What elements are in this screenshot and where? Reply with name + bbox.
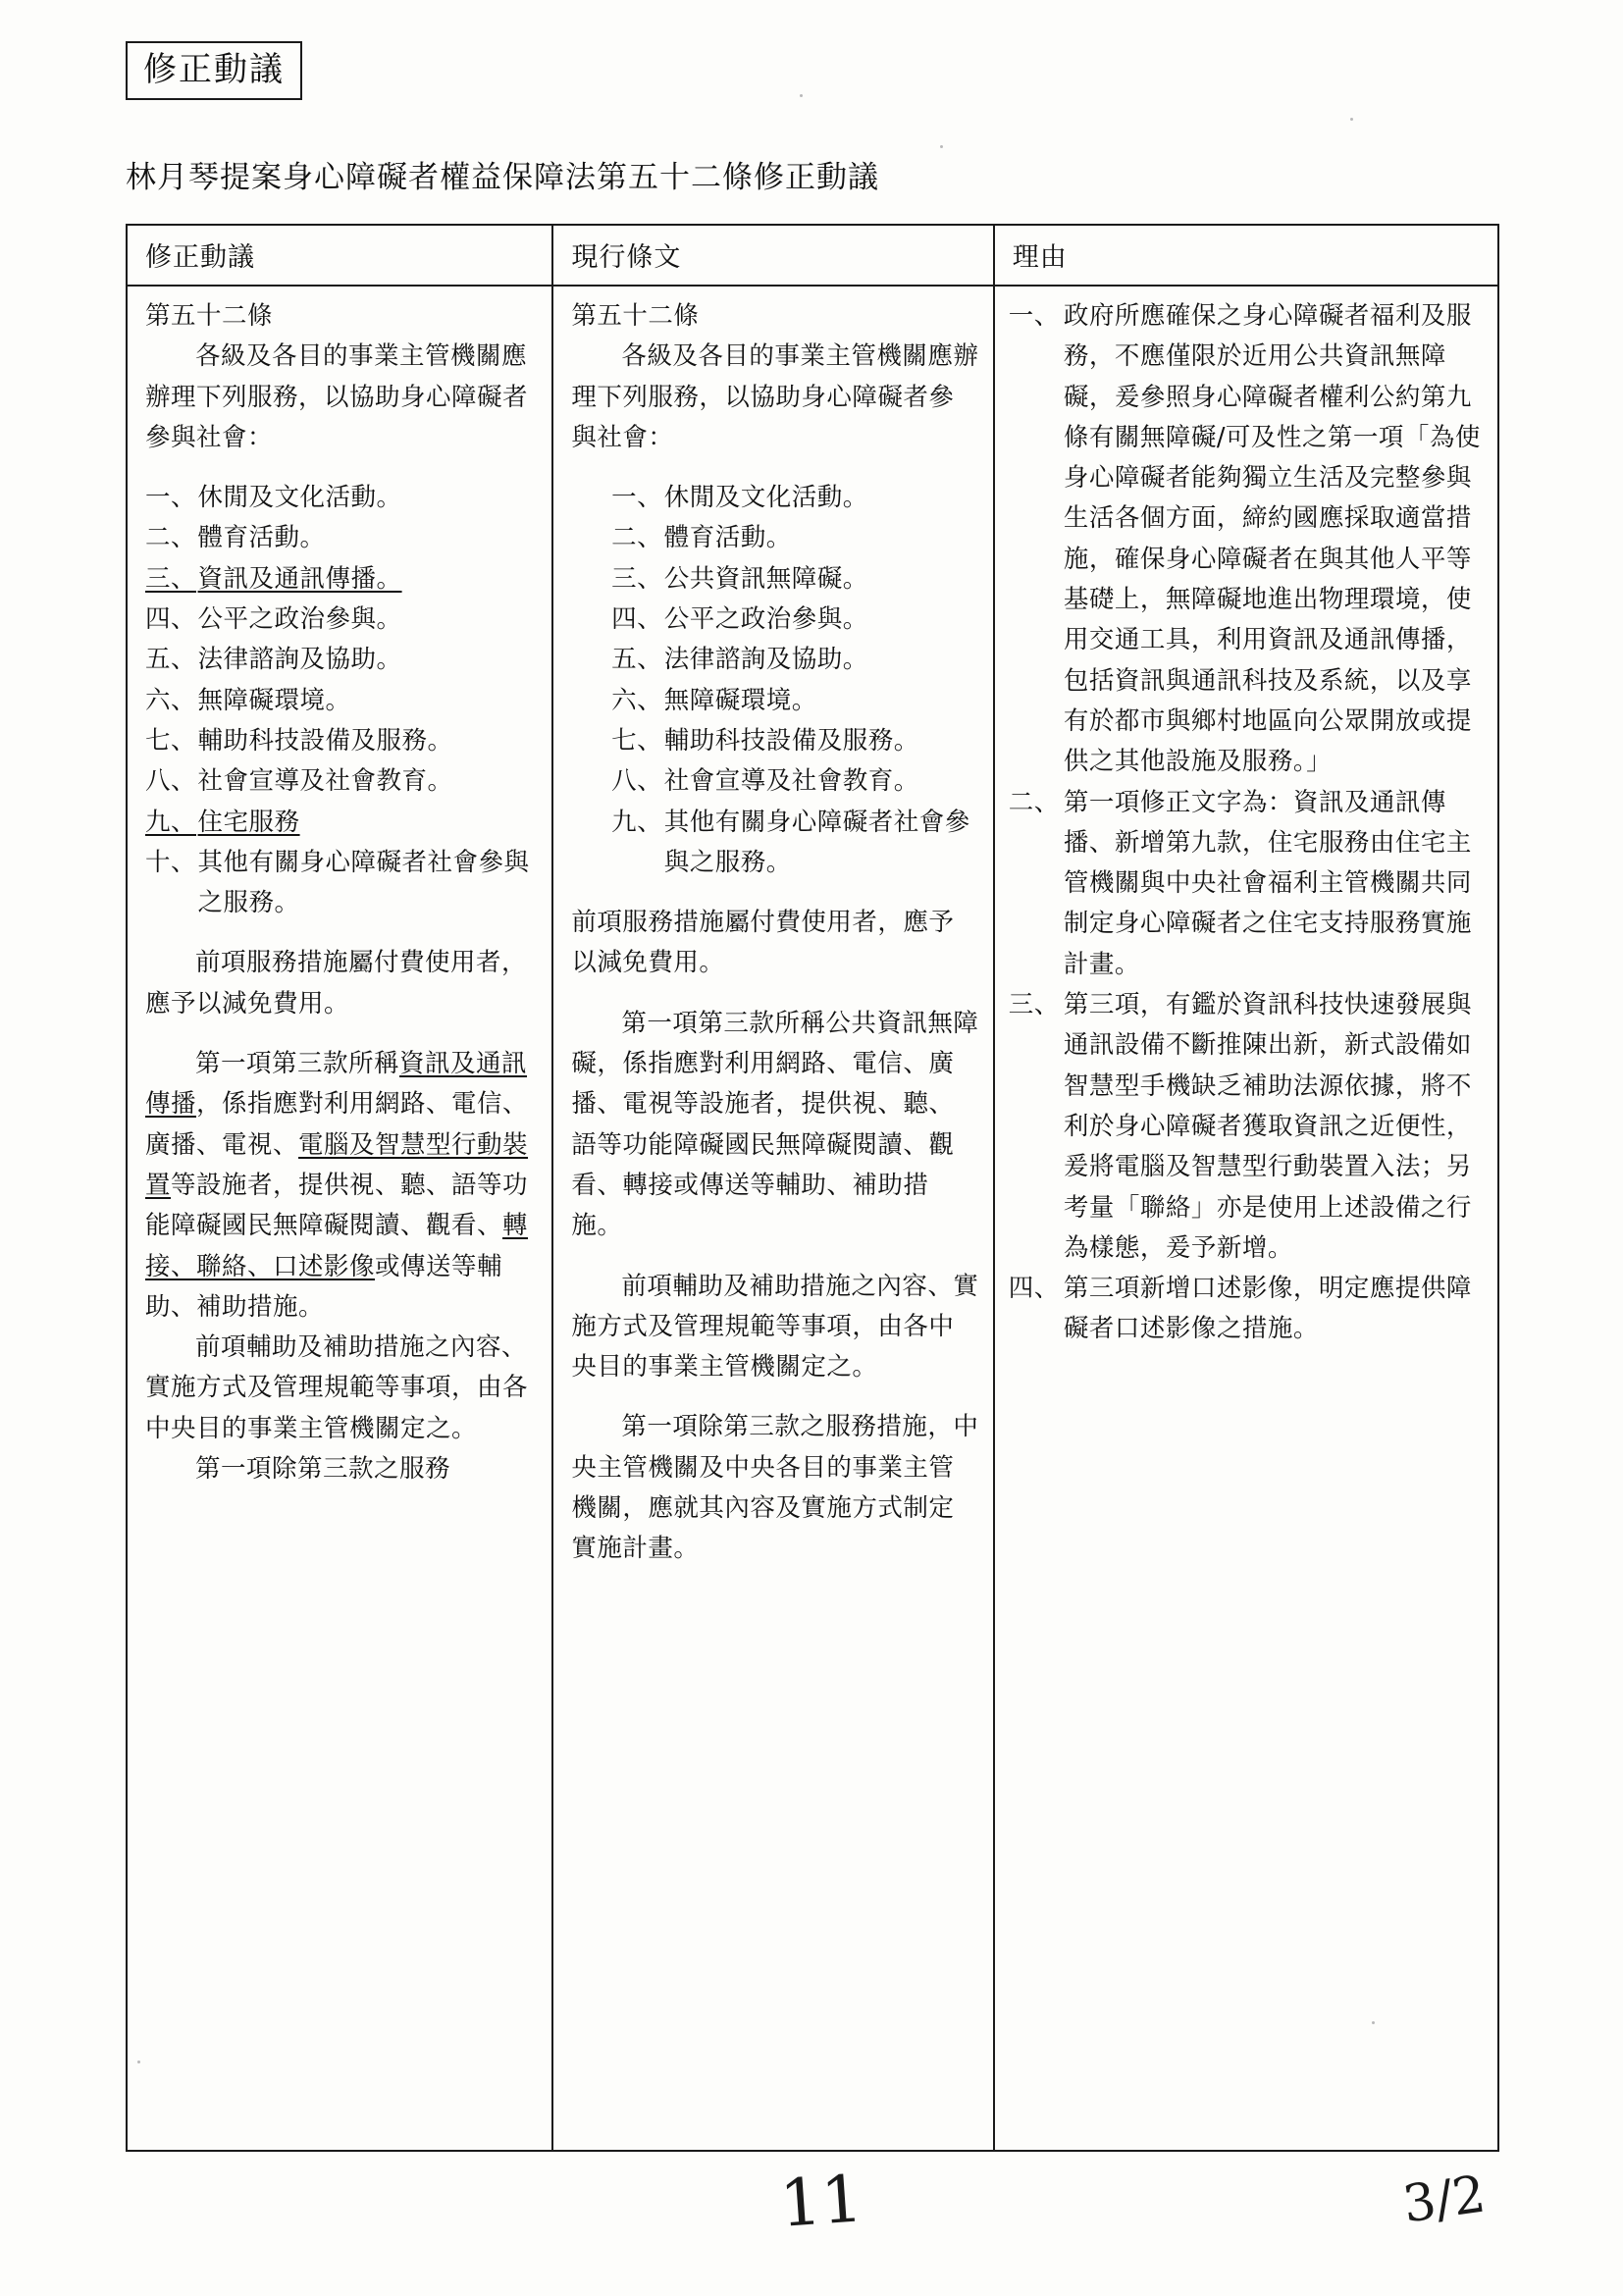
list-item-label: 法律諮詢及協助。 [197, 645, 402, 675]
current-para-4: 前項輔助及補助措施之內容、實施方式及管理規範等事項，由各中央目的事業主管機關定之。 [571, 1271, 979, 1383]
list-item [571, 681, 978, 721]
amendment-para-3-underline-3: 轉接、聯絡、口述影像 [145, 1211, 529, 1281]
footer-mark: 3/2 [1399, 2165, 1490, 2235]
reason-item [1009, 1269, 1484, 1350]
list-item-number: 五、 [145, 645, 197, 675]
list-item-label: 輔助科技設備及服務。 [663, 725, 919, 756]
list-item-number: 三、 [145, 563, 197, 594]
list-item [571, 518, 978, 558]
list-item-label: 其他有關身心障礙者社會參與之服務。 [663, 807, 970, 877]
list-item-label: 住宅服務 [197, 807, 300, 837]
spacer [145, 1024, 538, 1044]
column-header-current: 現行條文 [553, 226, 992, 287]
column-current [553, 226, 994, 2150]
current-para-5: 第一項除第三款之服務措施，中央主管機關及中央各目的事業主管機關，應就其內容及實施方式制定實施計畫。 [571, 1412, 979, 1564]
list-item-label: 其他有關身心障礙者社會參與之服務。 [197, 847, 530, 918]
list-item-label: 社會宣導及社會教育。 [663, 766, 919, 797]
current-article: 第五十二條 [571, 301, 700, 331]
list-item-number: 四、 [611, 604, 663, 635]
list-item-label: 公平之政治參與。 [663, 604, 868, 635]
list-item-label: 休閒及文化活動。 [663, 483, 868, 513]
list-item-number: 一、 [145, 483, 197, 513]
list-item-label: 社會宣導及社會教育。 [197, 766, 453, 797]
amendment-article: 第五十二條 [145, 301, 274, 331]
comparison-table [126, 224, 1499, 2152]
amendment-para-3-a: 第一項第三款所稱 [195, 1049, 400, 1079]
scan-speck [800, 94, 803, 97]
spacer [145, 923, 538, 943]
list-item [145, 600, 538, 640]
spacer [571, 1387, 978, 1407]
scan-speck [1372, 2021, 1375, 2024]
list-item [571, 803, 978, 884]
list-item-label: 休閒及文化活動。 [197, 483, 402, 513]
list-item-number: 七、 [611, 725, 663, 756]
reason-item-text: 第三項，有鑑於資訊科技快速發展與通訊設備不斷推陳出新，新式設備如智慧型手機缺乏補助法源依據，將不利於身心障礙者獲取資訊之近便性，爰將電腦及智慧型行動裝置入法；另考量「聯絡」亦是使用上述設備之行為樣態，爰予新增。 [1063, 990, 1472, 1263]
list-item-number: 五、 [611, 645, 663, 675]
scan-speck [1350, 118, 1353, 121]
amendment-para-3-d: 或傳送等輔助、補助措施。 [145, 1251, 503, 1322]
list-item-number: 二、 [145, 523, 197, 553]
list-item-label: 法律諮詢及協助。 [663, 645, 868, 675]
amendment-para-3-b: ，係指應對利用網路、電信、廣播、電視、 [145, 1089, 529, 1160]
list-item-number: 九、 [611, 807, 663, 837]
spacer [571, 984, 978, 1004]
amendment-para-1: 各級及各目的事業主管機關應辦理下列服務，以協助身心障礙者參與社會： [145, 341, 529, 452]
list-item [145, 681, 538, 721]
list-item [145, 803, 538, 843]
list-item-number: 七、 [145, 725, 197, 756]
amendment-para-3-underline-2: 電腦及智慧型行動裝置 [145, 1129, 529, 1200]
scan-speck [137, 2061, 140, 2063]
reason-item-number: 四、 [1008, 1274, 1060, 1304]
current-para-1: 各級及各目的事業主管機關應辦理下列服務，以協助身心障礙者參與社會： [571, 341, 979, 452]
list-item [571, 761, 978, 802]
spacer [571, 458, 978, 478]
list-item-label: 體育活動。 [197, 523, 326, 553]
list-item-number: 一、 [611, 483, 663, 513]
page-title: 林月琴提案身心障礙者權益保障法第五十二條修正動議 [126, 160, 879, 195]
list-item [571, 478, 978, 518]
reason-item-text: 第一項修正文字為：資訊及通訊傳播、新增第九款，住宅服務由住宅主管機關與中央社會福利主管機關共同制定身心障礙者之住宅支持服務實施計畫。 [1063, 787, 1472, 979]
column-body-current [553, 287, 992, 1570]
stamp-box: 修正動議 [126, 41, 302, 100]
list-item [145, 478, 538, 518]
list-item-number: 六、 [611, 685, 663, 715]
reason-item-text: 第三項新增口述影像，明定應提供障礙者口述影像之措施。 [1063, 1274, 1472, 1344]
list-item [145, 843, 538, 924]
amendment-para-4: 前項輔助及補助措施之內容、實施方式及管理規範等事項，由各中央目的事業主管機關定之。 [145, 1332, 529, 1443]
list-item-label: 輔助科技設備及服務。 [197, 725, 453, 756]
list-item [145, 518, 538, 558]
reason-item-number: 一、 [1008, 301, 1060, 331]
column-header-amendment: 修正動議 [128, 226, 551, 287]
column-reason [995, 226, 1497, 2150]
list-item [145, 721, 538, 761]
current-para-3: 第一項第三款所稱公共資訊無障礙，係指應對利用網路、電信、廣播、電視等設施者，提供視、聽、語等功能障礙國民無障礙閱讀、觀看、轉接或傳送等輔助、補助措施。 [571, 1008, 979, 1241]
list-item [145, 640, 538, 680]
list-item [571, 600, 978, 640]
amendment-para-3-c: 等設施者，提供視、聽、語等功能障礙國民無障礙閱讀、觀看、 [145, 1170, 529, 1241]
list-item-label: 公共資訊無障礙。 [663, 563, 868, 594]
list-item-label: 體育活動。 [663, 523, 792, 553]
spacer [571, 1247, 978, 1267]
list-item-label: 公平之政治參與。 [197, 604, 402, 635]
amendment-para-3 [145, 1044, 538, 1328]
reason-item [1009, 296, 1484, 783]
reason-item [1009, 783, 1484, 985]
list-item-number: 三、 [611, 563, 663, 594]
page-number: 11 [777, 2161, 865, 2242]
list-item [571, 559, 978, 600]
list-item [571, 640, 978, 680]
list-item-label: 無障礙環境。 [663, 685, 817, 715]
reason-item-number: 二、 [1008, 787, 1060, 817]
column-amendment [128, 226, 553, 2150]
list-item-number: 六、 [145, 685, 197, 715]
spacer [145, 458, 538, 478]
list-item-number: 二、 [611, 523, 663, 553]
list-item [145, 761, 538, 802]
amendment-para-5: 第一項除第三款之服務 [195, 1454, 451, 1485]
list-item-number: 十、 [145, 847, 197, 877]
list-item-number: 八、 [145, 766, 197, 797]
scan-speck [940, 145, 943, 148]
reason-item-text: 政府所應確保之身心障礙者福利及服務，不應僅限於近用公共資訊無障礙，爰參照身心障礙者權利公約第九條有關無障礙/可及性之第一項「為使身心障礙者能夠獨立生活及完整參與生活各個方面，締約國應採取適當措施，確保身心障礙者在與其他人平等基礎上，無障礙地進出物理環境，使用交通工具，利用資訊及通訊傳播，包括資訊與通訊科技及系統，以及享有於都市與鄉村地區向公眾開放或提供之其他設施及服務。」 [1063, 301, 1481, 777]
list-item [571, 721, 978, 761]
spacer [571, 883, 978, 903]
column-header-reason: 理由 [995, 226, 1497, 287]
column-body-amendment [128, 287, 551, 1489]
amendment-para-3-underline-1: 資訊及通訊傳播 [145, 1049, 528, 1120]
list-item [145, 559, 538, 600]
reason-item [1009, 985, 1484, 1269]
reason-item-number: 三、 [1008, 990, 1060, 1020]
list-item-number: 八、 [611, 766, 663, 797]
list-item-number: 九、 [145, 807, 197, 837]
list-item-label: 資訊及通訊傳播。 [197, 563, 402, 594]
list-item-number: 四、 [145, 604, 197, 635]
current-para-2: 前項服務措施屬付費使用者，應予以減免費用。 [571, 908, 955, 978]
amendment-para-2: 前項服務措施屬付費使用者，應予以減免費用。 [145, 948, 528, 1018]
column-body-reason [995, 287, 1497, 1350]
list-item-label: 無障礙環境。 [197, 685, 351, 715]
